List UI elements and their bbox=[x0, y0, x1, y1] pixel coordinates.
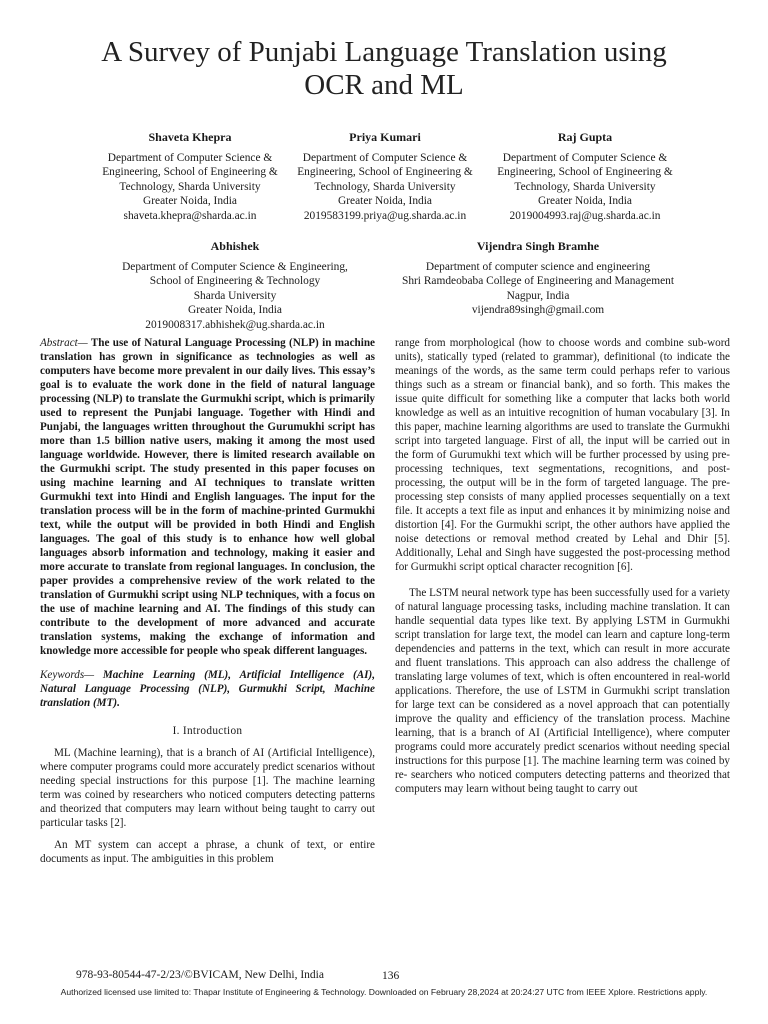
keywords-label: Keywords— bbox=[40, 669, 95, 681]
author-location: Greater Noida, India bbox=[538, 195, 632, 208]
author-name: Abhishek bbox=[210, 239, 260, 253]
right-column bbox=[395, 336, 730, 796]
author-affiliation: Technology, Sharda University bbox=[514, 180, 656, 193]
intro-paragraph-1: ML (Machine learning), that is a branch of AI (Artificial Intelligence), where computer programs could more accurately predict scenarios without needing special instructions for this purpose [1]. The machine learning term was coined by researchers who noticed computers detecting patterns and theorized that computers may learn without being taught to carry out particular tasks [2]. bbox=[40, 747, 375, 829]
author-name: Shaveta Khepra bbox=[148, 130, 232, 144]
author-name: Priya Kumari bbox=[349, 130, 421, 144]
author-block-2 bbox=[285, 130, 485, 224]
author-affiliation: Shri Ramdeobaba College of Engineering and Management bbox=[401, 275, 675, 288]
author-affiliation: Sharda University bbox=[193, 289, 277, 302]
right-paragraph-2: The LSTM neural network type has been successfully used for a variety of natural language processing tasks, including machine translation. It can handle sequential data types like text. By applying LSTM in Gurmukhi script translation for large text, the model can learn and capture long-term dependencies and patterns in the text, which can result in more accurate and fluent translations. This approach can also address the challenge of translating large volumes of text, which is often encountered in real-world applications. Therefore, the use of LSTM in Gurmukhi script translation for large text can be considered as a novel approach that can potentially improve the quality and efficiency of the translation process. Machine learning, that is a branch of AI (Artificial Intelligence), where computer programs could more accurately predict scenarios without needing special instructions for this purpose [1]. The machine learning term was coined by re- searchers who noticed computers detecting patterns and theorized that computers may learn without being taught to carry out bbox=[395, 587, 730, 795]
footer-isbn: 978-93-80544-47-2/23/©BVICAM, New Delhi, India bbox=[76, 969, 324, 981]
author-affiliation: Technology, Sharda University bbox=[314, 180, 456, 193]
author-affiliation: Department of Computer Science & Engineering, bbox=[122, 260, 348, 273]
author-email: 2019583199.priya@ug.sharda.ac.in bbox=[303, 209, 467, 222]
author-block-4 bbox=[90, 239, 380, 333]
right-paragraph-1: range from morphological (how to choose words and combine sub-word units), statically typed (related to grammar), definitional (to indicate the meanings of the words, as the same term could perhaps refer to various things such as a stream or financial bank), and so forth. This makes the issue quite difficult for something like a computer that lacks both world knowledge as well as an intuitive recognition of human vocabulary [3]. In this paper, machine learning algorithms are used to translate the Gurmukhi script into targeted language. First of all, the input will be carried out in the form of Gurumukhi text which will be further processed by using pre-processing techniques, text segmentations, recognitions, and post-processing, the output will be in the form of targeted language. The pre-processing step consists of many applied processes sequentially on a text file. It accepts a text file as input and enhances it by minimizing noise and distortion [4]. For the Gurmukhi script, the other authors have applied the noise detections or removal method created by Lehal and Dhir [5]. Additionally, Lehal and Singh have suggested the post-processing method for Gurmukhi script optical character recognition [6]. bbox=[395, 337, 730, 573]
keywords bbox=[40, 668, 375, 710]
author-affiliation: Department of Computer Science & bbox=[302, 151, 468, 164]
author-affiliation: Department of Computer Science & bbox=[107, 151, 273, 164]
license-notice: Authorized licensed use limited to: Thapar Institute of Engineering & Technology. Downloaded on February 28,2024 at 20:24:27 UTC from IEEE Xplore. Restrictions apply. bbox=[60, 987, 708, 997]
author-affiliation: Technology, Sharda University bbox=[119, 180, 261, 193]
author-block-5 bbox=[378, 239, 698, 318]
keywords-text: Machine Learning (ML), Artificial Intelligence (AI), Natural Language Processing (NLP), Gurmukhi Script, Machine translation (MT). bbox=[40, 669, 375, 709]
author-affiliation: Engineering, School of Engineering & bbox=[297, 166, 473, 179]
author-affiliation: Department of Computer Science & bbox=[502, 151, 668, 164]
abstract bbox=[40, 336, 375, 658]
paper-title bbox=[40, 36, 728, 102]
author-name: Raj Gupta bbox=[557, 130, 613, 144]
author-location: Greater Noida, India bbox=[143, 195, 237, 208]
author-affiliation: Engineering, School of Engineering & bbox=[497, 166, 673, 179]
title-line-1: A Survey of Punjabi Language Translation using bbox=[101, 36, 667, 68]
author-location: Greater Noida, India bbox=[188, 304, 282, 317]
author-affiliation: School of Engineering & Technology bbox=[149, 275, 321, 288]
author-affiliation: Department of computer science and engineering bbox=[425, 260, 651, 273]
section-heading-introduction: I. Introduction bbox=[172, 725, 243, 737]
author-email: shaveta.khepra@sharda.ac.in bbox=[123, 209, 257, 222]
author-location: Greater Noida, India bbox=[338, 195, 432, 208]
author-name: Vijendra Singh Bramhe bbox=[476, 239, 600, 253]
author-block-3 bbox=[485, 130, 685, 224]
author-email: 2019008317.abhishek@ug.sharda.ac.in bbox=[145, 318, 325, 331]
author-email: 2019004993.raj@ug.sharda.ac.in bbox=[509, 209, 661, 222]
author-email: vijendra89singh@gmail.com bbox=[471, 304, 605, 317]
abstract-text: The use of Natural Language Processing (NLP) in machine translation has grown in significance as technologies as well as computers have become more prevalent in our daily lives. This essay’s goal is to evaluate the work done in the field of natural language processing (NLP) to translate the Gurmukhi script, which is primarily used to represent the Punjabi language. Together with Hindi and Punjabi, the languages written throughout the Gurumukhi script has more than 1.5 billion native users, making it among the most used language worldwide. However, there is limited research available on the Gurmukhi script. The study presented in this paper focuses on using machine learning and AI techniques to translate written Gurmukhi text into Hindi and English languages. The input for the translation process will be in the form of machine-printed Gurmukhi text, while the output will be provided in both Hindi and English languages. The goal of this study is to enhance how well global languages absorb information and technology, making it easier and more accurate to translate from regional languages. In conclusion, the paper provides a comprehensive review of the work related to the translation of Gurmukhi script using NLP techniques, with a focus on the use of machine learning and AI. The findings of this study can contribute to the development of more advanced and accurate translation systems, making the exchange of information and knowledge more accessible for people who speak different languages. bbox=[40, 337, 375, 657]
author-block-1 bbox=[90, 130, 290, 224]
abstract-label: Abstract— bbox=[40, 337, 88, 349]
intro-paragraph-2: An MT system can accept a phrase, a chunk of text, or entire documents as input. The ambiguities in this problem bbox=[40, 839, 375, 865]
left-column bbox=[40, 336, 375, 866]
page-number: 136 bbox=[382, 970, 400, 982]
title-line-2: OCR and ML bbox=[304, 69, 464, 101]
author-affiliation: Engineering, School of Engineering & bbox=[102, 166, 278, 179]
author-location: Nagpur, India bbox=[506, 289, 570, 302]
